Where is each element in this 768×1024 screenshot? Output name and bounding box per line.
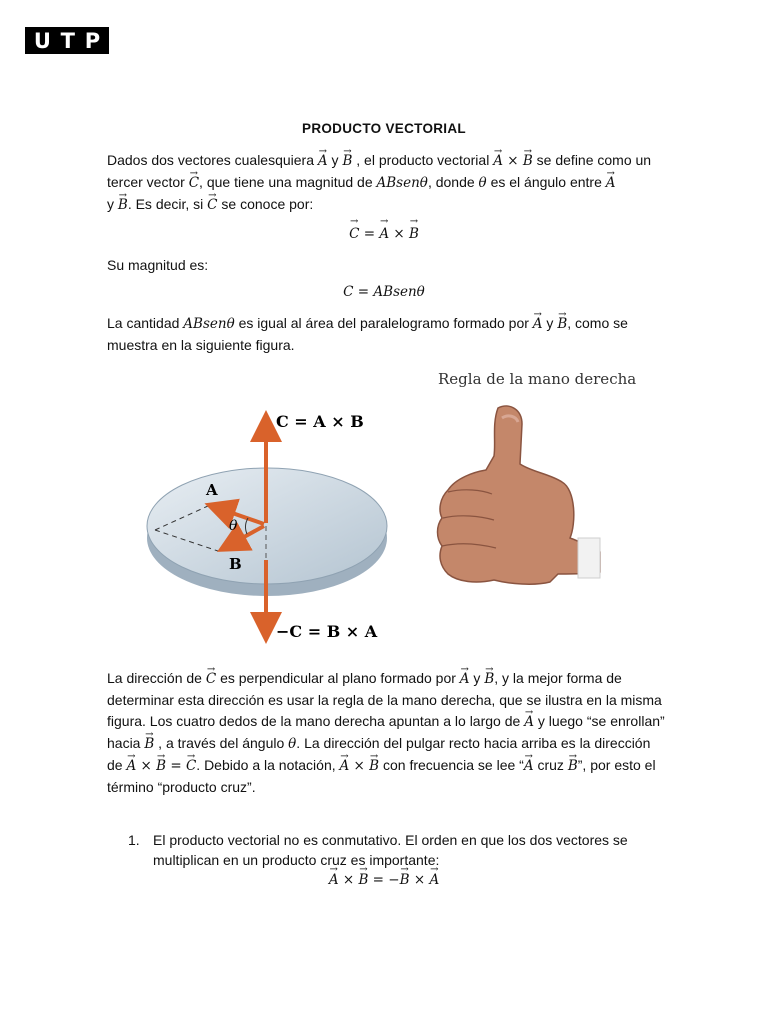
figure-svg	[130, 360, 650, 650]
vector-b: → B	[342, 151, 352, 172]
text: es el ángulo entre	[486, 174, 606, 190]
vector-a: → A	[533, 314, 543, 335]
logo-letter-u: U	[33, 28, 51, 53]
magnitude-expr: ABsenθ	[183, 316, 235, 332]
text: . Es decir, si	[127, 196, 208, 212]
vector-c: → C	[349, 226, 359, 242]
text: y	[542, 315, 558, 331]
text: Dados dos vectores cualesquiera	[107, 152, 318, 168]
text: se define como un tercer vector	[107, 152, 652, 190]
vector-a: → A	[460, 669, 470, 690]
paragraph-magnitude: Su magnitud es:	[107, 257, 209, 273]
label-bottom: −C = B × A	[276, 622, 378, 641]
text: . Debido a la notación,	[196, 757, 340, 773]
vector-b: → B	[409, 226, 419, 242]
vector-b: → B	[118, 195, 128, 216]
text: es igual al área del paralelogramo formado por	[234, 315, 533, 331]
paragraph-definition: Dados dos vectores cualesquiera → A y → B , el producto vectorial → A × → B se define como un tercer vector → C, que tiene una magnitud de ABsenθ, donde θ es el ángulo entre → A y → B. Es decir, si → C se conoce por:	[107, 150, 667, 216]
paragraph-area	[107, 313, 667, 356]
equation-cross-product	[0, 226, 768, 242]
vector-a: → A	[379, 226, 389, 242]
vector-a: → A	[606, 173, 616, 194]
text: , que tiene una magnitud de	[199, 174, 377, 190]
vector-b: → B	[400, 870, 410, 890]
theta-symbol: θ	[288, 736, 297, 752]
vector-b: → B	[484, 669, 494, 690]
text: se conoce por:	[217, 196, 314, 212]
equals: = −	[368, 872, 400, 888]
text: La cantidad	[107, 315, 184, 331]
utp-logo	[25, 27, 109, 54]
vector-a: → A	[329, 870, 339, 890]
vector-a: → A	[524, 756, 534, 777]
text: , como se muestra en la siguiente figura.	[107, 315, 628, 353]
cross-symbol: ×	[338, 872, 359, 888]
vector-a: → A	[318, 151, 328, 172]
vector-a: → A	[493, 151, 503, 172]
text: La dirección de	[107, 670, 206, 686]
vector-a: → A	[340, 756, 350, 777]
text: , a través del ángulo	[154, 735, 289, 751]
page-title: PRODUCTO VECTORIAL	[302, 121, 466, 136]
vector-c: → C	[207, 195, 217, 216]
text: y	[469, 670, 485, 686]
cross-symbol: ×	[389, 226, 409, 242]
equation-non-commutative	[0, 870, 768, 890]
text: es perpendicular al plano formado por	[216, 670, 460, 686]
equals: =	[359, 226, 380, 242]
label-top: C = A × B	[276, 412, 364, 431]
text: y	[327, 152, 343, 168]
vector-a: → A	[429, 870, 439, 890]
vector-b: → B	[156, 756, 166, 777]
thumbs-up-icon	[438, 406, 601, 584]
vector-a: → A	[524, 712, 534, 733]
vector-b: → B	[144, 734, 154, 755]
text: ”, por esto el término “producto cruz”.	[107, 757, 656, 795]
vector-b: → B	[358, 870, 368, 890]
vector-a: → A	[126, 756, 136, 777]
vector-b: → B	[523, 151, 533, 172]
logo-letter-p: P	[84, 28, 101, 53]
label-theta: θ	[229, 518, 238, 534]
right-hand-caption: Regla de la mano derecha	[438, 370, 637, 388]
text: . La dirección del pulgar recto hacia arriba es la dirección de	[107, 735, 651, 773]
list-number: 1.	[128, 832, 140, 848]
vector-b: → B	[568, 756, 578, 777]
text: y luego “se enrollan” hacia	[107, 713, 665, 751]
text: con frecuencia se lee “	[379, 757, 524, 773]
theta-symbol: θ	[478, 175, 487, 191]
text: , el producto vectorial	[352, 152, 494, 168]
text: , donde	[427, 174, 479, 190]
equation-magnitude: C = ABsenθ	[343, 284, 425, 300]
text: , y la mejor forma de determinar esta dirección es usar la regla de la mano derecha, que se ilustra en la misma figura. Los cuatro dedos de la mano derecha apuntan a lo largo de	[107, 670, 662, 729]
label-vector-b: B	[229, 555, 242, 573]
logo-letter-t: T	[60, 28, 75, 53]
cross-symbol: ×	[409, 872, 430, 888]
vector-c: → C	[186, 756, 196, 777]
vector-c: → C	[206, 669, 216, 690]
paragraph-direction: La dirección de → C es perpendicular al plano formado por → A y → B, y la mejor forma de determinar esta dirección es usar la regla de la mano derecha, que se ilustra en la misma figura. Los cuatro dedos de la mano derecha apuntan a lo largo de → A y luego “se enrollan” hacia → B , a través del ángulo θ. La dirección del pulgar recto hacia arriba es la dirección de → A × → B = → C. Debido a la notación, → A × → B con frecuencia se lee “→ A cruz → B”, por esto el término “producto cruz”.	[107, 668, 667, 798]
cross-product-figure	[130, 360, 650, 650]
vector-b: → B	[557, 314, 567, 335]
magnitude-expr: ABsenθ	[376, 175, 428, 191]
list-text: El producto vectorial no es conmutativo. El orden en que los dos vectores se multiplican en un producto cruz es importante:	[153, 832, 628, 868]
text: cruz	[533, 757, 568, 773]
vector-c: → C	[189, 173, 199, 194]
vector-b: → B	[369, 756, 379, 777]
property-list	[128, 830, 668, 890]
label-vector-a: A	[206, 481, 218, 499]
